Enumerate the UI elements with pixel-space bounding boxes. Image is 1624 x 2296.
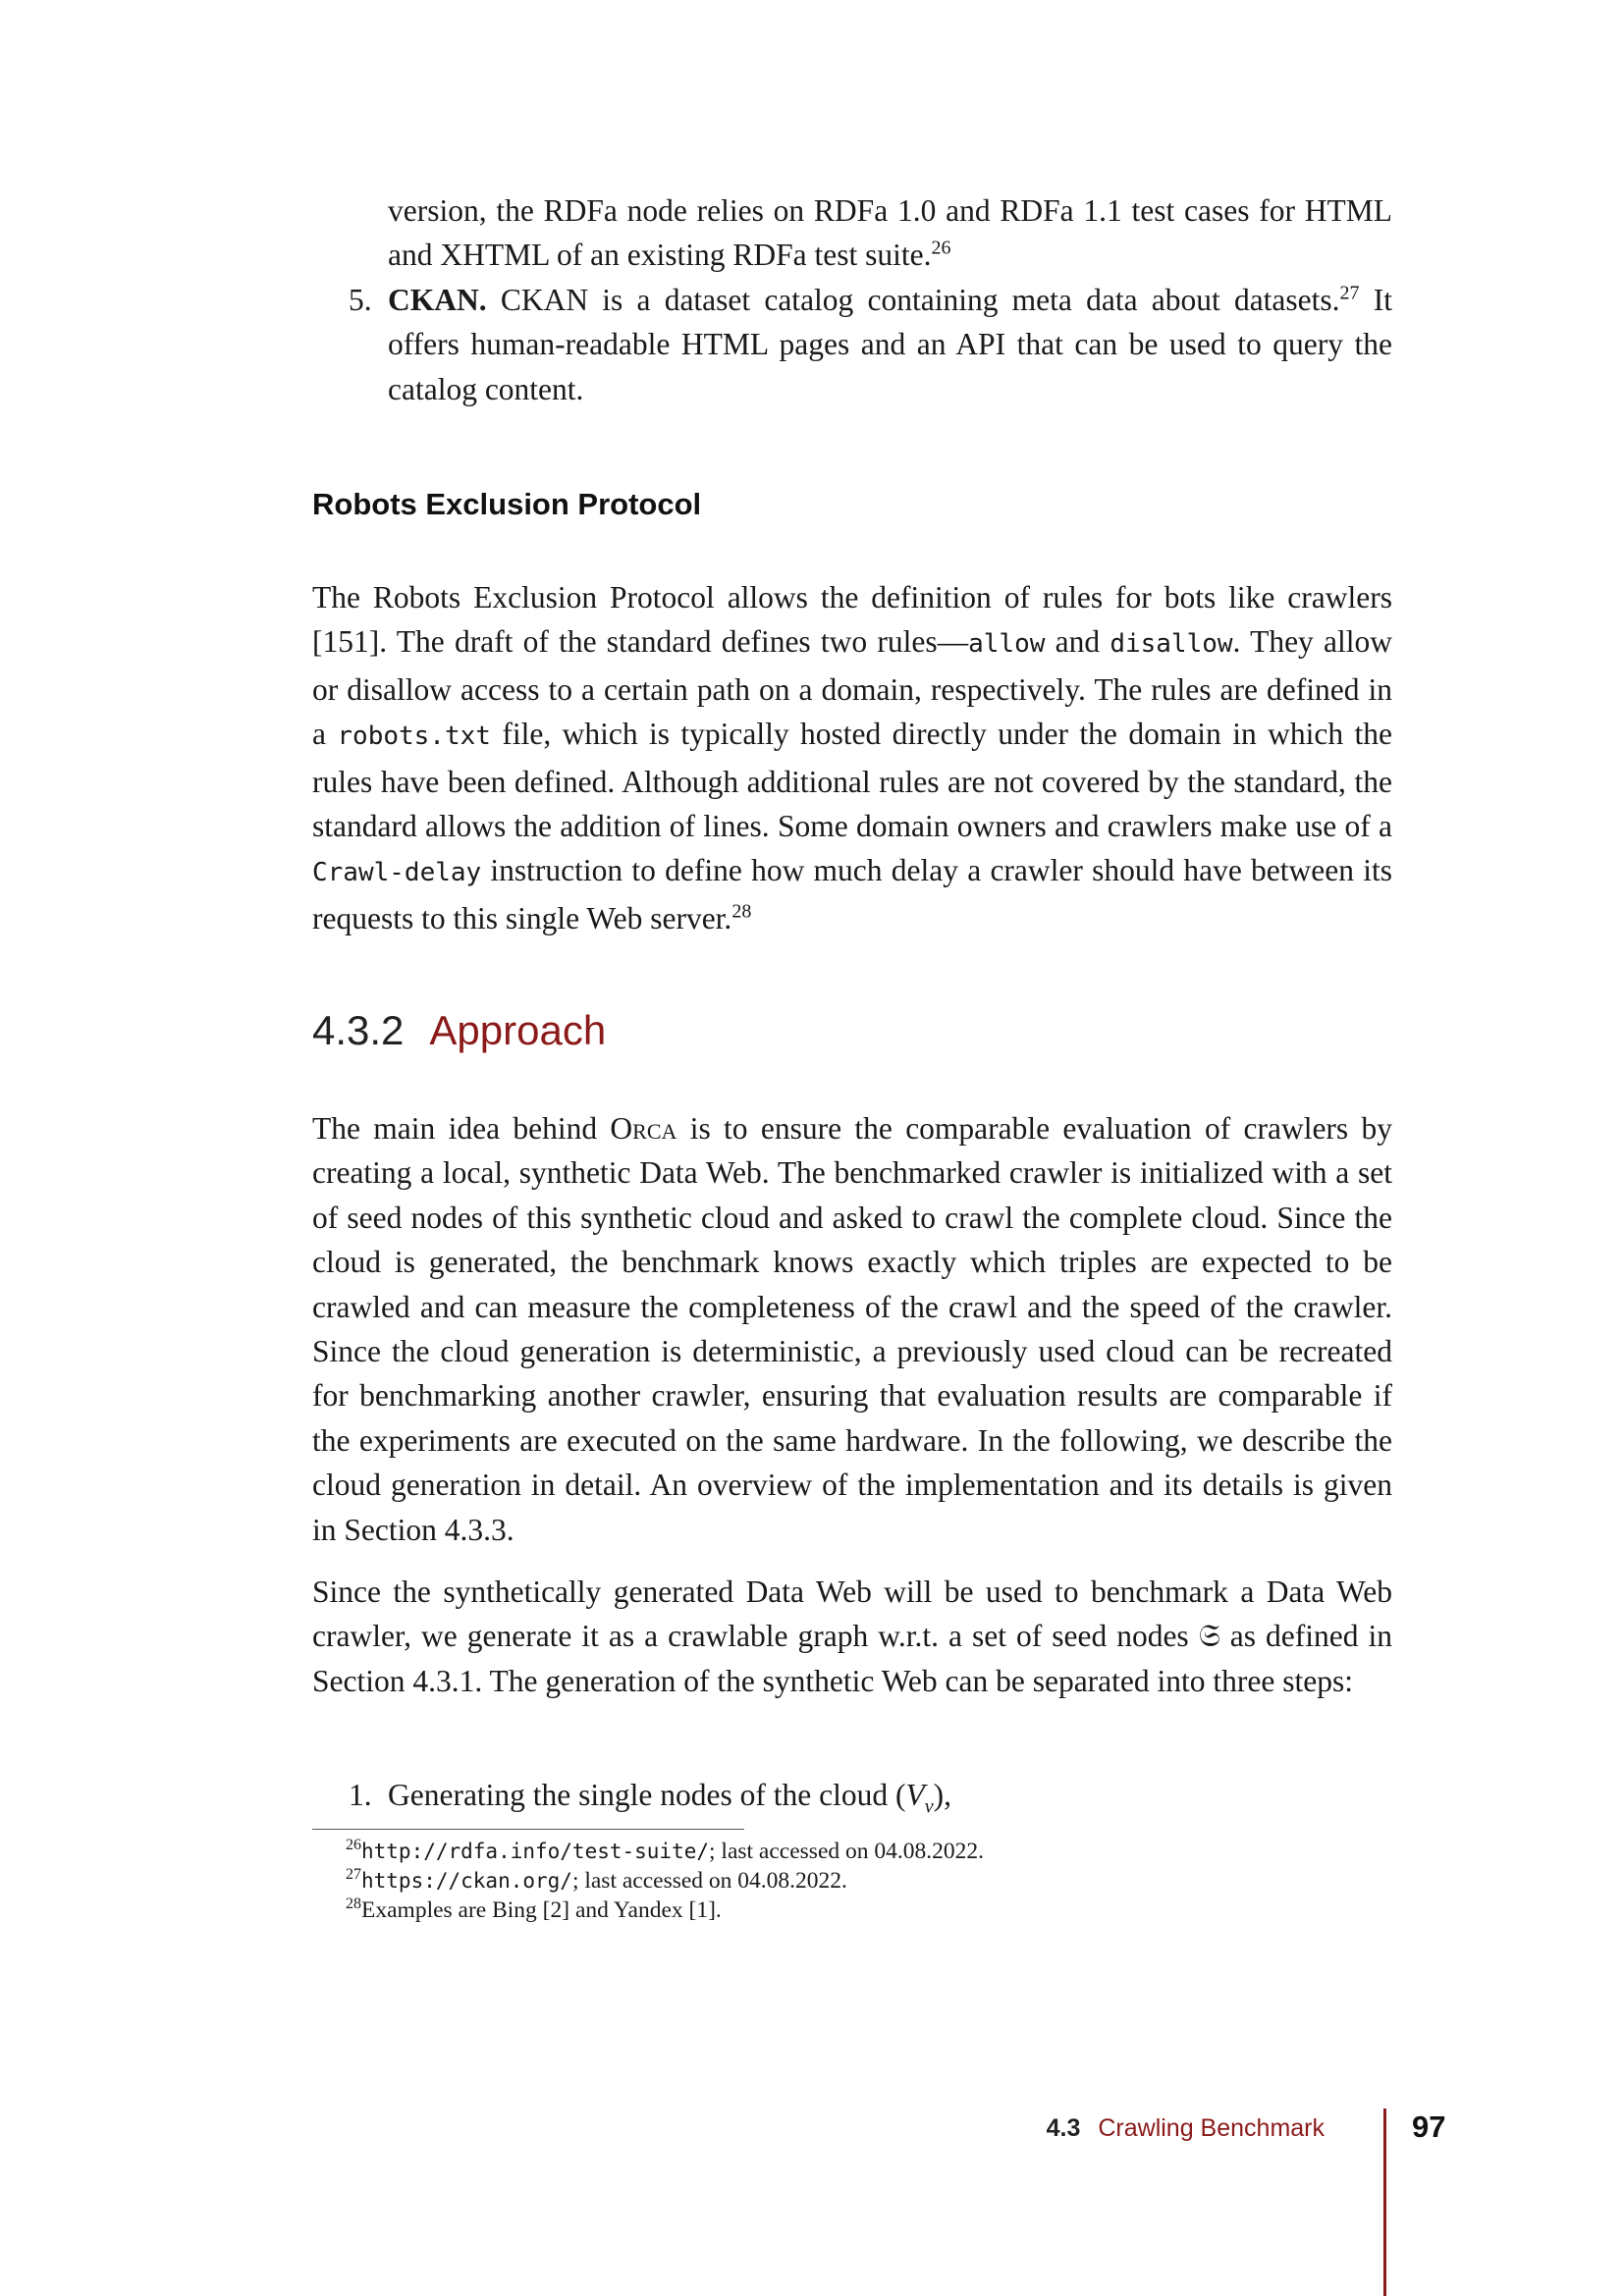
list-item-5: CKAN. CKAN is a dataset catalog containing meta data about datasets.$^{27}$ It offers human-readable HTML pages and an API that can be used to query the catalog content. — [388, 282, 1392, 406]
code-disallow: disallow — [1110, 629, 1233, 660]
approach-paragraph-1: The main idea behind Orca is to ensure the comparable evaluation of crawlers by creating a local, synthetic Data Web. The benchmarked crawler is initialized with a set of seed nodes of this synthetic cloud and asked to crawl the complete cloud. Since the cloud is generated, the benchmark knows exactly which triples are expected to be crawled and can measure the completeness of the crawl and the speed of the crawler. Since the cloud generation is deterministic, a previously used cloud can be recreated for benchmarking another crawler, ensuring that evaluation results are comparable if the experiments are executed on the same hardware. In the following, we describe the cloud generation in detail. An overview of the implementation and its details is given in Section 4.3.3. — [312, 1111, 1392, 1547]
robots-paragraph: The Robots Exclusion Protocol allows the definition of rules for bots like crawlers [151]. The draft of the standard defines two rules—allow and disallow. They allow or disallow access to a certain path on a domain, respectively. The rules are defined in a robots.txt file, which is typically hosted directly under the domain in which the rules have been defined. Although additional rules are not covered by the standard, the standard allows the addition of lines. Some domain owners and crawlers make use of a Crawl-delay instruction to define how much delay a crawler should have between its requests to this single Web server.$^{28}$ — [312, 580, 1392, 935]
footnote-27: $^{27}$https://ckan.org/; last accessed on 04.08.2022. — [346, 1866, 847, 1894]
code-crawl-delay: Crawl-delay — [312, 858, 482, 888]
list-item-5-title: CKAN. — [388, 283, 487, 317]
page-number: 97 — [1412, 2109, 1446, 2144]
footer-section-number: 4.3 — [1046, 2114, 1081, 2142]
list-item-1-number: 1. — [349, 1778, 372, 1812]
section-number: 4.3.2 — [312, 1007, 405, 1053]
footnote-27-url[interactable]: https://ckan.org/ — [361, 1869, 572, 1893]
orca-name: Orca — [610, 1111, 677, 1146]
footnote-28: $^{28}$Examples are Bing [2] and Yandex [1]. — [346, 1896, 722, 1923]
seed-nodes-symbol: 𝔖 — [1198, 1619, 1220, 1654]
list-item-4-continuation: version, the RDFa node relies on RDFa 1.0 and RDFa 1.1 test cases for HTML and XHTML of an existing RDFa test suite.$^{26}$ — [388, 193, 1392, 273]
math-nu: ν — [924, 1795, 934, 1818]
footnote-26: $^{26}$http://rdfa.info/test-suite/; last accessed on 04.08.2022. — [346, 1837, 984, 1864]
footnote-ref-27[interactable]: 27 — [1339, 282, 1360, 304]
footnote-rule — [312, 1829, 744, 1830]
footer-bar — [1383, 2109, 1386, 2296]
footnote-26-url[interactable]: http://rdfa.info/test-suite/ — [361, 1840, 710, 1863]
footnote-ref-26[interactable]: 26 — [931, 237, 951, 259]
running-footer-section — [1047, 2111, 1325, 2145]
footer-section-title: Crawling Benchmark — [1098, 2114, 1325, 2142]
section-heading — [312, 1005, 606, 1056]
subsection-heading: Robots Exclusion Protocol — [312, 487, 702, 521]
list-item-5-number: 5. — [349, 283, 372, 317]
footnote-ref-28[interactable]: 28 — [731, 900, 752, 923]
math-v: V — [905, 1778, 925, 1812]
code-allow: allow — [968, 629, 1046, 660]
section-title: Approach — [429, 1007, 607, 1053]
approach-paragraph-2: Since the synthetically generated Data Web will be used to benchmark a Data Web crawler, we generate it as a crawlable graph w.r.t. a set of seed nodes 𝔖 as defined in Section 4.3.1. The generation of the synthetic Web can be separated into three steps: — [312, 1575, 1392, 1698]
list-item-1: Generating the single nodes of the cloud $(V_\nu)$, — [388, 1778, 951, 1818]
code-robots-txt: robots.txt — [337, 721, 491, 752]
